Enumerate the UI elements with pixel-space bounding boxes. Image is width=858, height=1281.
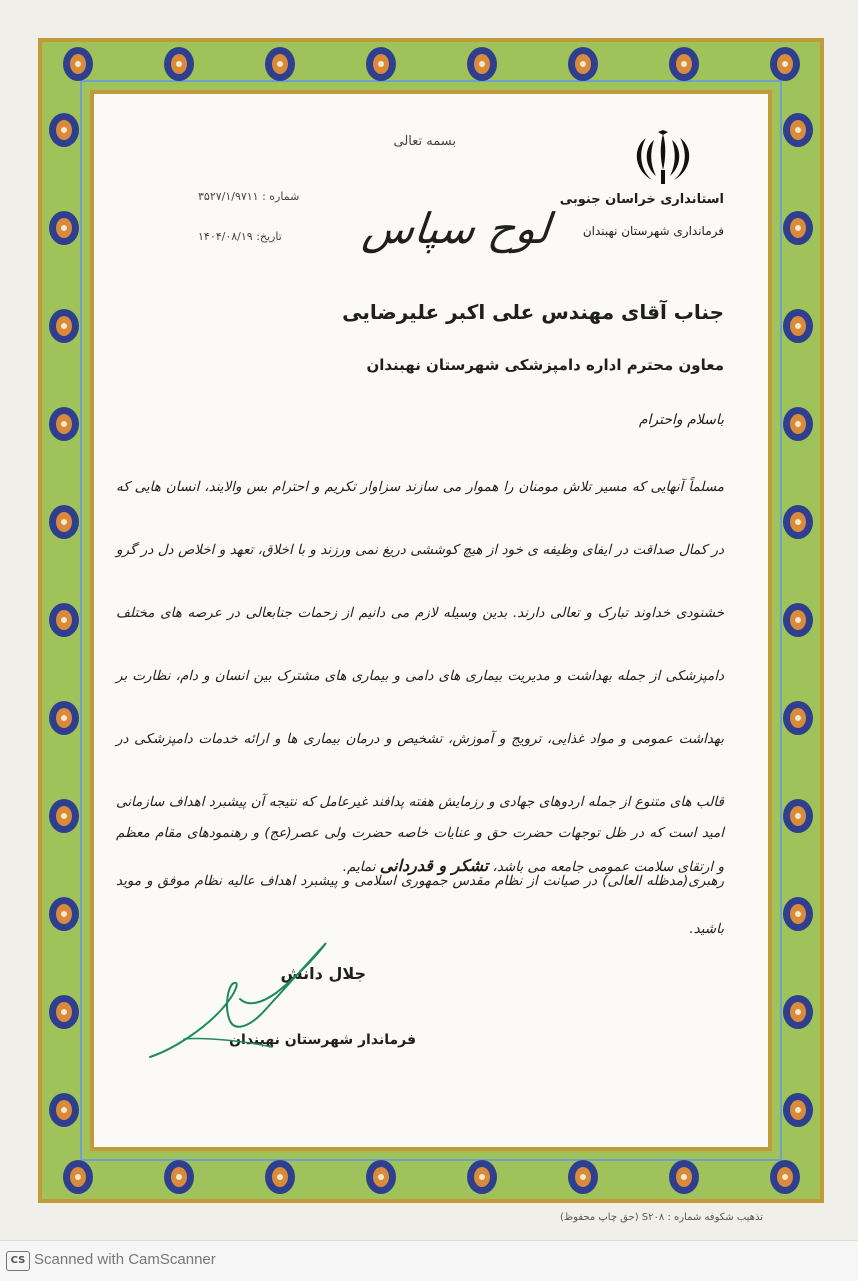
certificate-content <box>94 94 776 1147</box>
bismillah: بسمه تعالی <box>393 134 456 149</box>
camscanner-logo-icon: CS <box>6 1251 30 1271</box>
appreciation-emphasis: تشکر و قدردانی <box>379 856 489 875</box>
org-name-province: استانداری خراسان جنوبی <box>559 192 724 207</box>
handwritten-signature <box>144 929 334 1069</box>
greeting: باسلام واحترام <box>638 412 724 428</box>
body-text: مسلماً آنهایی که مسیر تلاش مومنان را هموار می سازند سزاوار تکریم و احترام بس والایند، انسان هایی که در کمال صداقت در ایفای وظیفه ی خود از هیچ کوششی دریغ نمی ورزند و با اخلاق، تعهد و اخلاص دل در گرو خشنودی خداوند تبارک و تعالی دارند. بدین وسیله لازم می دانیم از زحمات جنابعالی در عرصه های مختلف دامپزشکی از جمله بهداشت و مدیریت بیماری های دامی و بیماری های مشترک بین انسان و دام، نظارت بر بهداشت عمومی و مواد غذایی، ترویج و آموزش، تشخیص و درمان بیماری ها و ارائه خدمات دامپزشکی در قالب های متنوع از جمله اردوهای جهادی و رزمایش هفته پدافند غیرعامل که نتیجه آن پیشبرد اهداف سازمانی و ارتقای سلامت عمومی جامعه می باشد، <box>116 479 724 875</box>
recipient-position: معاون محترم اداره دامپزشکی شهرستان نهبندان <box>366 356 724 374</box>
date-value: ۱۴۰۴/۰۸/۱۹ <box>198 230 253 243</box>
print-note: تذهیب شکوفه شماره : S۲۰۸ (حق چاپ محفوظ) <box>560 1212 763 1223</box>
signer-name: جلال دانش <box>280 964 366 983</box>
body-text-end: نمایم. <box>342 859 376 875</box>
certificate-frame <box>90 90 772 1151</box>
signer-title: فرماندار شهرستان نهبندان <box>229 1032 416 1048</box>
body-paragraph-2: امید است که در ظل توجهات حضرت حق و عنایات خاصه حضرت ولی عصر(عج) و رهنمودهای مقام معظم رهبری(مدظله العالی) در صیانت از نظام مقدس جمهوری اسلامی و پیشبرد اهداف عالیه نظام موفق و موید باشید. <box>116 825 724 937</box>
certificate-title: لوح سپاس <box>360 204 553 253</box>
org-name-county: فرمانداری شهرستان نهبندان <box>582 224 724 238</box>
number-value: ۳۵۲۷/۱/۹۷۱۱ <box>198 190 259 203</box>
date-label: تاریخ: <box>256 230 282 243</box>
number-label: شماره : <box>262 190 300 203</box>
letter-number <box>198 190 299 203</box>
letter-date <box>198 230 282 243</box>
recipient-name: جناب آقای مهندس علی اکبر علیرضایی <box>342 300 724 324</box>
scanner-watermark-text: Scanned with CamScanner <box>34 1251 216 1268</box>
iran-emblem-icon <box>630 130 696 188</box>
scanner-watermark-bar <box>0 1240 858 1281</box>
